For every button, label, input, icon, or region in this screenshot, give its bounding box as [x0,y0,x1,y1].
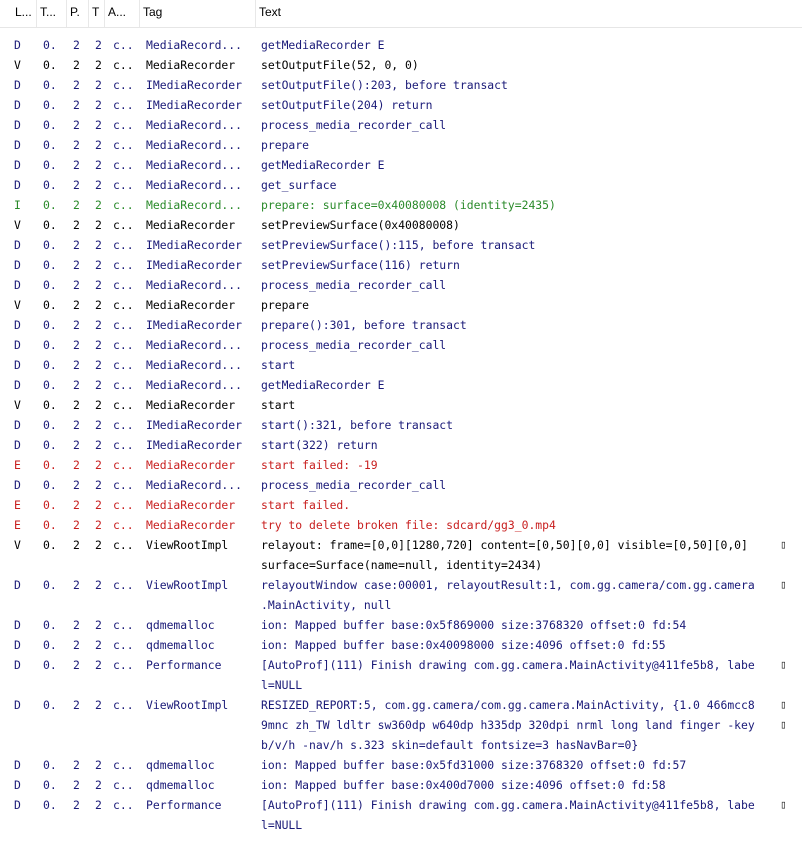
table-row[interactable] [0,435,802,455]
log-pid: 2 [73,98,80,112]
log-time: 0. [43,518,57,532]
log-tid: 2 [95,398,102,412]
log-pid: 2 [73,478,80,492]
log-tag: MediaRecorder [146,518,236,532]
log-tid: 2 [95,338,102,352]
log-application: c.. [113,338,134,352]
column-header-text[interactable]: Text [259,5,282,19]
table-row[interactable] [0,455,802,475]
log-message: process_media_recorder_call [261,478,447,492]
log-time: 0. [43,618,57,632]
column-header-tag[interactable]: Tag [140,0,256,27]
log-message: b/v/h -nav/h s.323 skin=default fontsize=3 hasNavBar=0} [261,738,639,752]
log-message: start failed. [261,498,351,512]
log-time: 0. [43,298,57,312]
table-row[interactable] [0,795,802,835]
log-application: c.. [113,318,134,332]
table-row[interactable] [0,75,802,95]
log-tid: 2 [95,418,102,432]
log-time: 0. [43,178,57,192]
log-pid: 2 [73,58,80,72]
log-tag: ViewRootImpl [146,578,229,592]
log-time: 0. [43,398,57,412]
column-header-application[interactable]: A... [105,0,140,27]
log-pid: 2 [73,798,80,812]
log-tag: MediaRecorder [146,498,236,512]
log-time: 0. [43,578,57,592]
log-tag: MediaRecord... [146,358,243,372]
log-time: 0. [43,538,57,552]
log-time: 0. [43,698,57,712]
log-level: D [14,98,21,112]
table-row[interactable] [0,755,802,775]
column-header-time[interactable]: T... [37,0,67,27]
log-pid: 2 [73,258,80,272]
log-application: c.. [113,798,134,812]
log-time: 0. [43,798,57,812]
log-level: D [14,238,21,252]
log-time: 0. [43,158,57,172]
log-level: D [14,158,21,172]
log-level: D [14,78,21,92]
log-time: 0. [43,198,57,212]
log-tid: 2 [95,638,102,652]
log-time: 0. [43,318,57,332]
log-level: D [14,798,21,812]
log-message: process_media_recorder_call [261,338,447,352]
log-time: 0. [43,778,57,792]
log-time: 0. [43,458,57,472]
log-message: setOutputFile(52, 0, 0) [261,58,419,72]
table-row[interactable] [0,35,802,55]
log-pid: 2 [73,358,80,372]
log-time: 0. [43,58,57,72]
table-row[interactable] [0,615,802,635]
table-row[interactable] [0,495,802,515]
log-tid: 2 [95,438,102,452]
log-pid: 2 [73,298,80,312]
table-row[interactable] [0,175,802,195]
log-tid: 2 [95,58,102,72]
log-tid: 2 [95,158,102,172]
log-tid: 2 [95,258,102,272]
log-message: try to delete broken file: sdcard/gg3_0.mp4 [261,518,556,532]
log-application: c.. [113,218,134,232]
log-level: D [14,758,21,772]
column-header-tid[interactable]: T [89,0,105,27]
log-tid: 2 [95,198,102,212]
log-tag: MediaRecord... [146,158,243,172]
log-application: c.. [113,698,134,712]
log-pid: 2 [73,318,80,332]
log-application: c.. [113,78,134,92]
log-tid: 2 [95,238,102,252]
log-tag: qdmemalloc [146,778,215,792]
log-application: c.. [113,158,134,172]
log-level: D [14,38,21,52]
log-tid: 2 [95,478,102,492]
log-tag: IMediaRecorder [146,78,243,92]
log-pid: 2 [73,198,80,212]
log-tag: IMediaRecorder [146,438,243,452]
log-tid: 2 [95,498,102,512]
table-header [0,0,802,28]
log-level: D [14,318,21,332]
table-row[interactable] [0,415,802,435]
table-row[interactable] [0,475,802,495]
table-row[interactable] [0,395,802,415]
log-time: 0. [43,278,57,292]
log-message: start(322) return [261,438,378,452]
log-time: 0. [43,498,57,512]
log-time: 0. [43,418,57,432]
log-time: 0. [43,38,57,52]
log-tag: IMediaRecorder [146,258,243,272]
log-pid: 2 [73,538,80,552]
log-tid: 2 [95,578,102,592]
log-tid: 2 [95,758,102,772]
log-tid: 2 [95,698,102,712]
log-message: start():321, before transact [261,418,454,432]
log-tag: MediaRecord... [146,178,243,192]
log-time: 0. [43,758,57,772]
log-tag: MediaRecord... [146,118,243,132]
log-time: 0. [43,138,57,152]
log-message: setPreviewSurface():115, before transact [261,238,536,252]
log-application: c.. [113,518,134,532]
log-message: setPreviewSurface(0x40080008) [261,218,460,232]
log-application: c.. [113,578,134,592]
log-level: D [14,618,21,632]
log-time: 0. [43,78,57,92]
table-row[interactable] [0,575,802,615]
log-tag: MediaRecord... [146,278,243,292]
log-level: D [14,358,21,372]
log-message: ion: Mapped buffer base:0x40098000 size:4096 offset:0 fd:55 [261,638,666,652]
log-tid: 2 [95,778,102,792]
log-message: prepare [261,298,310,312]
table-row[interactable] [0,195,802,215]
table-row[interactable] [0,335,802,355]
log-pid: 2 [73,778,80,792]
table-row[interactable] [0,135,802,155]
log-level: D [14,638,21,652]
log-level: D [14,258,21,272]
log-application: c.. [113,758,134,772]
log-application: c.. [113,298,134,312]
table-row[interactable] [0,355,802,375]
log-tag: MediaRecord... [146,38,243,52]
line-wrap-icon: ▯ [780,698,787,711]
log-tag: Performance [146,658,222,672]
log-pid: 2 [73,398,80,412]
log-application: c.. [113,58,134,72]
log-message: process_media_recorder_call [261,118,447,132]
log-message: relayout: frame=[0,0][1280,720] content=[0,50][0,0] visible=[0,50][0,0] [261,538,748,552]
table-row[interactable] [0,55,802,75]
log-pid: 2 [73,578,80,592]
log-tag: MediaRecord... [146,378,243,392]
log-tid: 2 [95,458,102,472]
table-row[interactable] [0,775,802,795]
log-tag: MediaRecorder [146,458,236,472]
log-application: c.. [113,378,134,392]
log-application: c.. [113,238,134,252]
log-pid: 2 [73,638,80,652]
log-application: c.. [113,418,134,432]
log-message: getMediaRecorder E [261,158,385,172]
log-tag: MediaRecord... [146,198,243,212]
log-tag: IMediaRecorder [146,318,243,332]
log-level: D [14,698,21,712]
log-pid: 2 [73,518,80,532]
log-level: D [14,578,21,592]
table-row[interactable] [0,95,802,115]
log-tag: IMediaRecorder [146,98,243,112]
line-wrap-icon: ▯ [780,718,787,731]
log-tid: 2 [95,318,102,332]
log-tag: Performance [146,798,222,812]
log-tag: ViewRootImpl [146,698,229,712]
log-level: E [14,458,21,472]
log-tag: MediaRecorder [146,218,236,232]
log-pid: 2 [73,178,80,192]
table-row[interactable] [0,535,802,575]
log-tid: 2 [95,118,102,132]
log-tid: 2 [95,38,102,52]
log-pid: 2 [73,698,80,712]
log-message: setOutputFile():203, before transact [261,78,508,92]
log-message: surface=Surface(name=null, identity=2434) [261,558,543,572]
log-pid: 2 [73,618,80,632]
log-tag: MediaRecorder [146,398,236,412]
table-row[interactable] [0,635,802,655]
table-row[interactable] [0,295,802,315]
log-level: D [14,658,21,672]
log-tid: 2 [95,358,102,372]
log-message: prepare():301, before transact [261,318,467,332]
log-pid: 2 [73,38,80,52]
log-message: .MainActivity, null [261,598,392,612]
log-message: start [261,358,296,372]
log-level: D [14,138,21,152]
log-level: D [14,438,21,452]
log-level: E [14,498,21,512]
log-application: c.. [113,618,134,632]
log-level: V [14,218,21,232]
log-message: prepare: surface=0x40080008 (identity=2435) [261,198,556,212]
log-tid: 2 [95,178,102,192]
column-header-pid[interactable]: P. [67,0,89,27]
table-row[interactable] [0,155,802,175]
log-message: [AutoProf](111) Finish drawing com.gg.camera.MainActivity@411fe5b8, labe [261,798,755,812]
log-level: D [14,118,21,132]
log-application: c.. [113,278,134,292]
log-tag: MediaRecord... [146,138,243,152]
log-time: 0. [43,338,57,352]
log-message: setOutputFile(204) return [261,98,433,112]
log-application: c.. [113,358,134,372]
log-application: c.. [113,258,134,272]
log-pid: 2 [73,118,80,132]
log-level: V [14,398,21,412]
log-time: 0. [43,98,57,112]
log-level: D [14,338,21,352]
log-time: 0. [43,658,57,672]
log-application: c.. [113,638,134,652]
table-row[interactable] [0,655,802,695]
table-row[interactable] [0,115,802,135]
log-level: D [14,778,21,792]
log-tid: 2 [95,658,102,672]
table-row[interactable] [0,255,802,275]
log-tag: MediaRecorder [146,298,236,312]
log-level: V [14,538,21,552]
log-time: 0. [43,118,57,132]
log-pid: 2 [73,238,80,252]
log-time: 0. [43,218,57,232]
log-level: D [14,378,21,392]
log-tid: 2 [95,78,102,92]
log-level: I [14,198,21,212]
log-tag: qdmemalloc [146,758,215,772]
log-level: D [14,478,21,492]
column-header-level[interactable]: L... [12,0,37,27]
table-row[interactable] [0,375,802,395]
log-message: getMediaRecorder E [261,38,385,52]
log-message: prepare [261,138,310,152]
line-wrap-icon: ▯ [780,658,787,671]
log-pid: 2 [73,378,80,392]
log-message: RESIZED_REPORT:5, com.gg.camera/com.gg.camera.MainActivity, {1.0 466mcc8 [261,698,755,712]
log-pid: 2 [73,138,80,152]
log-message: getMediaRecorder E [261,378,385,392]
log-application: c.. [113,118,134,132]
log-pid: 2 [73,278,80,292]
log-tid: 2 [95,618,102,632]
log-level: D [14,178,21,192]
log-application: c.. [113,498,134,512]
log-pid: 2 [73,498,80,512]
log-time: 0. [43,378,57,392]
log-application: c.. [113,398,134,412]
log-message: l=NULL [261,678,303,692]
log-application: c.. [113,438,134,452]
log-tid: 2 [95,298,102,312]
log-tag: qdmemalloc [146,618,215,632]
log-tid: 2 [95,218,102,232]
log-level: V [14,58,21,72]
log-level: V [14,298,21,312]
log-pid: 2 [73,78,80,92]
log-tag: MediaRecord... [146,478,243,492]
log-time: 0. [43,638,57,652]
line-wrap-icon: ▯ [780,538,787,551]
log-message: l=NULL [261,818,303,832]
log-time: 0. [43,478,57,492]
log-level: D [14,278,21,292]
log-message: 9mnc zh_TW ldltr sw360dp w640dp h335dp 320dpi nrml long land finger -key [261,718,755,732]
log-application: c.. [113,198,134,212]
log-time: 0. [43,258,57,272]
table-row[interactable] [0,235,802,255]
log-application: c.. [113,658,134,672]
line-wrap-icon: ▯ [780,798,787,811]
log-tid: 2 [95,138,102,152]
log-tag: qdmemalloc [146,638,215,652]
log-application: c.. [113,178,134,192]
log-application: c.. [113,538,134,552]
log-tid: 2 [95,278,102,292]
log-pid: 2 [73,158,80,172]
log-message: process_media_recorder_call [261,278,447,292]
table-row[interactable] [0,695,802,755]
log-message: setPreviewSurface(116) return [261,258,460,272]
log-tid: 2 [95,518,102,532]
table-row[interactable] [0,315,802,335]
log-tag: IMediaRecorder [146,238,243,252]
log-tag: MediaRecord... [146,338,243,352]
log-application: c.. [113,38,134,52]
log-time: 0. [43,358,57,372]
log-tag: IMediaRecorder [146,418,243,432]
log-message: start failed: -19 [261,458,378,472]
log-time: 0. [43,438,57,452]
log-message: start [261,398,296,412]
log-time: 0. [43,238,57,252]
table-row[interactable] [0,215,802,235]
log-application: c.. [113,478,134,492]
log-pid: 2 [73,458,80,472]
table-row[interactable] [0,275,802,295]
log-application: c.. [113,778,134,792]
log-tid: 2 [95,538,102,552]
log-tag: MediaRecorder [146,58,236,72]
log-pid: 2 [73,658,80,672]
log-tid: 2 [95,98,102,112]
log-tid: 2 [95,798,102,812]
log-pid: 2 [73,418,80,432]
line-wrap-icon: ▯ [780,578,787,591]
log-application: c.. [113,98,134,112]
log-application: c.. [113,138,134,152]
log-tag: ViewRootImpl [146,538,229,552]
log-pid: 2 [73,438,80,452]
log-level: E [14,518,21,532]
log-pid: 2 [73,338,80,352]
log-message: ion: Mapped buffer base:0x5f869000 size:3768320 offset:0 fd:54 [261,618,687,632]
log-message: [AutoProf](111) Finish drawing com.gg.camera.MainActivity@411fe5b8, labe [261,658,755,672]
log-level: D [14,418,21,432]
log-tid: 2 [95,378,102,392]
log-application: c.. [113,458,134,472]
log-message: ion: Mapped buffer base:0x400d7000 size:4096 offset:0 fd:58 [261,778,666,792]
table-row[interactable] [0,515,802,535]
log-pid: 2 [73,218,80,232]
log-message: ion: Mapped buffer base:0x5fd31000 size:3768320 offset:0 fd:57 [261,758,687,772]
log-message: get_surface [261,178,337,192]
log-pid: 2 [73,758,80,772]
log-message: relayoutWindow case:00001, relayoutResult:1, com.gg.camera/com.gg.camera [261,578,755,592]
